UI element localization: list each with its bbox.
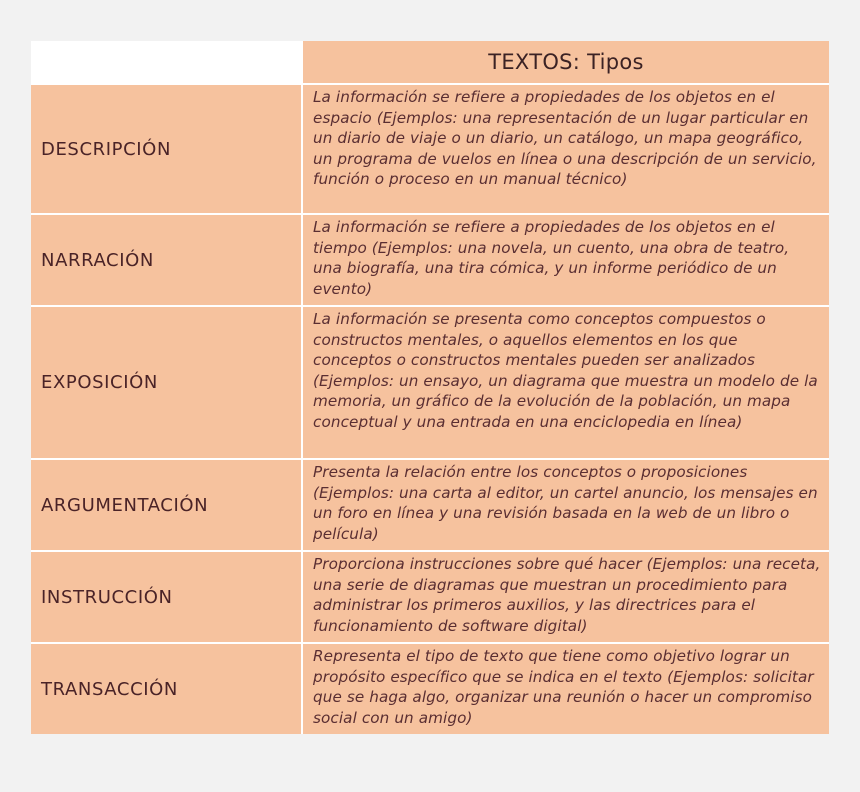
row-label-transaccion: TRANSACCIÓN xyxy=(31,644,301,734)
text-types-table xyxy=(31,41,829,734)
row-description-instruccion: Proporciona instrucciones sobre qué hacer (Ejemplos: una receta, una serie de diagramas que muestran un procedimiento para administrar los primeros auxilios, y las directrices para el funcionamiento de software digital) xyxy=(303,552,829,642)
row-description-exposicion: La información se presenta como conceptos compuestos o constructos mentales, o aquellos elementos en los que conceptos o constructos mentales pueden ser analizados (Ejemplos: un ensayo, un diagrama que muestra un modelo de la memoria, un gráfico de la evolución de la población, un mapa conceptual y una entrada en una enciclopedia en línea) xyxy=(303,307,829,458)
row-label-exposicion: EXPOSICIÓN xyxy=(31,307,301,458)
table-title: TEXTOS: Tipos xyxy=(303,41,829,83)
row-label-argumentacion: ARGUMENTACIÓN xyxy=(31,460,301,550)
row-label-narracion: NARRACIÓN xyxy=(31,215,301,305)
row-label-descripcion: DESCRIPCIÓN xyxy=(31,85,301,213)
row-description-narracion: La información se refiere a propiedades de los objetos en el tiempo (Ejemplos: una novela, un cuento, una obra de teatro, una biografía, una tira cómica, y un informe periódico de un evento) xyxy=(303,215,829,305)
row-description-argumentacion: Presenta la relación entre los conceptos o proposiciones (Ejemplos: una carta al editor, un cartel anuncio, los mensajes en un foro en línea y una revisión basada en la web de un libro o película) xyxy=(303,460,829,550)
row-description-transaccion: Representa el tipo de texto que tiene como objetivo lograr un propósito específico que se indica en el texto (Ejemplos: solicitar que se haga algo, organizar una reunión o hacer un compromiso social con un amigo) xyxy=(303,644,829,734)
header-empty-cell xyxy=(31,41,301,83)
row-label-instruccion: INSTRUCCIÓN xyxy=(31,552,301,642)
row-description-descripcion: La información se refiere a propiedades de los objetos en el espacio (Ejemplos: una representación de un lugar particular en un diario de viaje o un diario, un catálogo, un mapa geográfico, un programa de vuelos en línea o una descripción de un servicio, función o proceso en un manual técnico) xyxy=(303,85,829,213)
